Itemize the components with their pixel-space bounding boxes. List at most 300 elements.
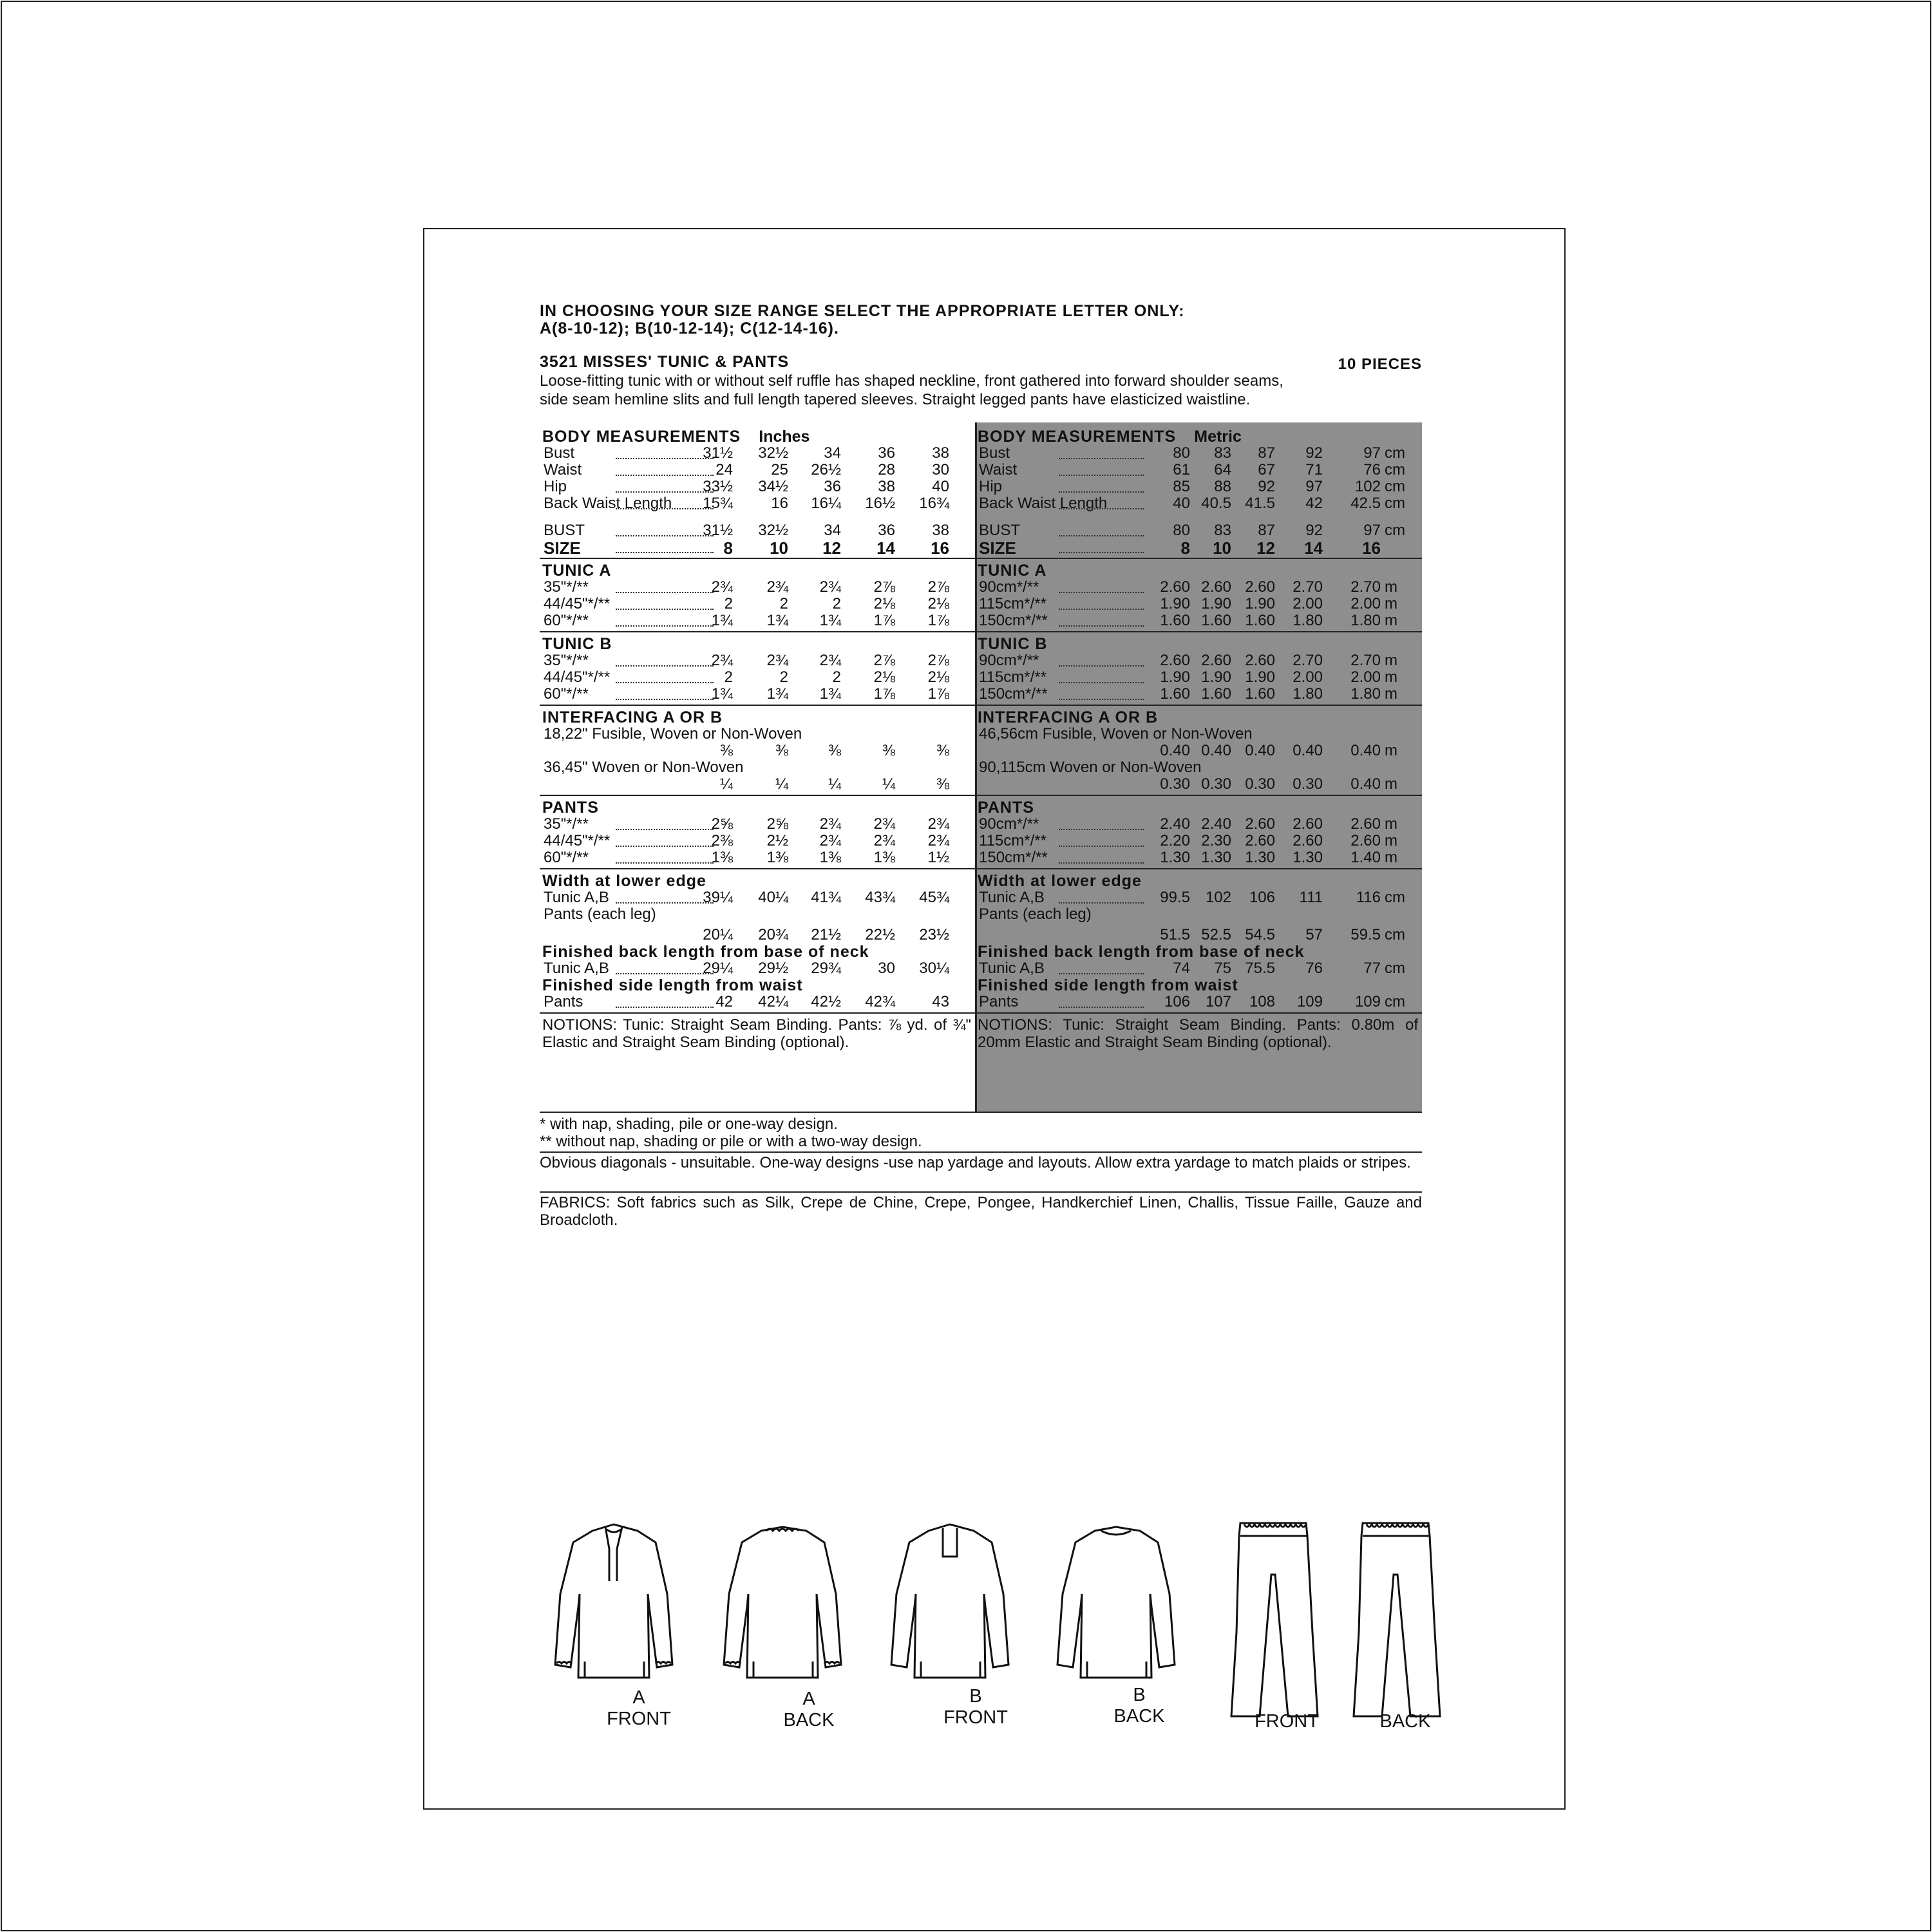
caption-view: BACK (1379, 1711, 1431, 1732)
notions-note: NOTIONS: Tunic: Straight Seam Binding. Pants: ⅞ yd. of ¾" Elastic and Straight Seam Binding (optional). (542, 1016, 971, 1051)
unit-label: m (1385, 595, 1397, 612)
value-cell: 25 (771, 461, 788, 478)
row-label: 60"*/** (544, 685, 589, 703)
value-cell: 71 (1305, 461, 1323, 478)
value-cell: 2.60 (1350, 815, 1381, 833)
value-cell: 16 (1362, 538, 1381, 558)
value-cell: 2.60 (1245, 832, 1275, 849)
leader-dots (1059, 1005, 1144, 1008)
envelope-content (540, 303, 1422, 1302)
caption-letter: B (969, 1686, 982, 1707)
value-cell: 76 (1305, 960, 1323, 977)
value-cell: 1.60 (1245, 612, 1275, 629)
pants-width-values (975, 926, 1422, 943)
sketch-caption-pants-back (1360, 1711, 1450, 1732)
value-cell: 0.30 (1201, 775, 1231, 793)
section-heading (542, 635, 612, 654)
value-cell: 1.30 (1201, 849, 1231, 866)
value-cell: 30¼ (919, 960, 949, 977)
unit-label: m (1385, 775, 1397, 793)
measurement-row (540, 478, 978, 495)
value-cell: 29½ (758, 960, 788, 977)
value-cell: 2.60 (1293, 815, 1323, 833)
value-cell: 29¼ (703, 960, 733, 977)
value-cell: 76 (1363, 461, 1381, 478)
unit-label: m (1385, 612, 1397, 629)
leader-dots (1059, 534, 1144, 536)
unit-heading: Metric (1194, 428, 1242, 446)
value-cell: 2¾ (711, 652, 733, 669)
value-cell: 77 (1363, 960, 1381, 977)
sketch-caption-b-back (1094, 1685, 1184, 1727)
value-cell: 102 (1205, 889, 1231, 906)
value-cell: 1.80 (1293, 612, 1323, 629)
value-cell: 0.40 (1350, 775, 1381, 793)
value-cell: 2.70 (1293, 578, 1323, 596)
row-label: 44/45"*/** (544, 832, 611, 849)
value-cell: 24 (715, 461, 733, 478)
value-cell: 31½ (703, 522, 733, 539)
value-cell: 2¾ (819, 578, 841, 596)
caption-letter: B (1133, 1685, 1146, 1705)
value-cell: 2¾ (873, 815, 895, 833)
value-cell: 109 (1296, 993, 1323, 1010)
value-cell: 87 (1258, 444, 1275, 462)
value-cell: 14 (876, 538, 895, 558)
row-label: 35"*/** (544, 652, 589, 669)
pattern-description-line-1: Loose-fitting tunic with or without self ruffle has shaped neckline, front gathered into forward shoulder seams, (540, 372, 1283, 390)
value-cell: 15¾ (703, 495, 733, 512)
section-heading (542, 562, 611, 580)
value-cell: 12 (1256, 538, 1275, 558)
value-cell: 36 (878, 444, 895, 462)
section-heading (542, 943, 869, 961)
caption-view: BACK (783, 1710, 835, 1730)
fabrics-note: FABRICS: Soft fabrics such as Silk, Crepe de Chine, Crepe, Pongee, Handkerchief Linen, Challis, Tissue Faille, Gauze and Broadcloth. (540, 1194, 1422, 1229)
value-cell: 2½ (766, 832, 788, 849)
value-cell: 31½ (703, 444, 733, 462)
measurement-row (540, 495, 978, 511)
value-cell: 87 (1258, 522, 1275, 539)
value-cell: 0.40 (1350, 742, 1381, 759)
leader-dots (1059, 681, 1144, 683)
section-heading-text: TUNIC A (542, 562, 612, 580)
value-cell: 1¾ (819, 685, 841, 703)
unit-label: m (1385, 815, 1397, 833)
value-cell: 59.5 (1350, 926, 1381, 943)
value-cell: 38 (932, 522, 949, 539)
section-heading-text: Finished side length from waist (978, 976, 1238, 994)
section-heading-text: INTERFACING A OR B (978, 708, 1159, 726)
value-cell: 16¾ (919, 495, 949, 512)
unit-label: cm (1385, 444, 1405, 462)
row-label: 44/45"*/** (544, 595, 611, 612)
sketch-caption-pants-front (1242, 1711, 1332, 1732)
row-label: 36,45" Woven or Non-Woven (544, 759, 744, 776)
measurement-row (540, 652, 978, 668)
value-cell: 1.80 (1293, 685, 1323, 703)
value-cell: 2⅛ (873, 595, 895, 612)
value-cell: 80 (1173, 522, 1190, 539)
interfacing-row-label (975, 725, 1422, 742)
leader-dots (1059, 844, 1144, 847)
section-heading-text: INTERFACING A OR B (542, 708, 723, 726)
row-label: BUST (544, 522, 585, 539)
section-heading (542, 799, 599, 817)
value-cell: 2.20 (1160, 832, 1190, 849)
value-cell: 1⅜ (711, 849, 733, 866)
row-label: Tunic A,B (544, 960, 609, 977)
value-cell: 1¾ (766, 685, 788, 703)
leader-dots (1059, 901, 1144, 904)
value-cell: 0.40 (1293, 742, 1323, 759)
caption-view: FRONT (607, 1709, 671, 1729)
value-cell: 1.60 (1160, 612, 1190, 629)
measurement-row (540, 832, 978, 849)
leader-dots (1059, 473, 1144, 476)
tunic-a-back-sketch (724, 1527, 841, 1678)
value-cell: 54.5 (1245, 926, 1275, 943)
value-cell: 14 (1304, 538, 1323, 558)
value-cell: 1.60 (1160, 685, 1190, 703)
sketch-caption-a-front (594, 1687, 684, 1730)
value-cell: 116 (1356, 889, 1381, 906)
value-cell: 2.60 (1245, 815, 1275, 833)
measurement-row (975, 444, 1422, 461)
value-cell: 2⅝ (711, 815, 733, 833)
unit-label: cm (1385, 495, 1405, 512)
value-cell: 42 (1305, 495, 1323, 512)
value-cell: 2¾ (819, 652, 841, 669)
diagonals-note: Obvious diagonals - unsuitable. One-way designs -use nap yardage and layouts. Allow extra yardage to match plaids or stripes. (540, 1154, 1411, 1171)
value-cell: 2.00 (1293, 668, 1323, 686)
value-cell: 1¾ (766, 612, 788, 629)
value-cell: 2⅛ (927, 595, 949, 612)
value-cell: ¼ (828, 775, 841, 793)
value-cell: 2 (724, 668, 733, 686)
size-range-letters: A(8-10-12); B(10-12-14); C(12-14-16). (540, 319, 839, 337)
unit-label: cm (1385, 926, 1405, 943)
interfacing-values (540, 742, 978, 759)
interfacing-row-label (540, 759, 978, 775)
section-heading-text: BODY MEASUREMENTS (978, 428, 1177, 446)
measurement-row (540, 889, 978, 905)
value-cell: 106 (1164, 993, 1190, 1010)
row-label: Hip (544, 478, 567, 495)
row-label: Bust (979, 444, 1010, 462)
section-heading (978, 976, 1238, 995)
value-cell: 40¼ (758, 889, 788, 906)
value-cell: 1.80 (1350, 685, 1381, 703)
row-label: 90cm*/** (979, 578, 1039, 596)
row-label: Pants (544, 993, 583, 1010)
value-cell: 1.90 (1160, 668, 1190, 686)
value-cell: ¼ (719, 775, 733, 793)
leader-dots (1059, 591, 1144, 593)
row-label: Back Waist Length (979, 495, 1108, 512)
value-cell: 1.90 (1245, 668, 1275, 686)
value-cell: ¼ (775, 775, 788, 793)
measurement-row (540, 595, 978, 612)
section-heading (542, 976, 803, 995)
measurement-row (975, 668, 1422, 685)
value-cell: 0.40 (1245, 742, 1275, 759)
tunic-a-front-sketch (555, 1524, 672, 1678)
measurement-row (975, 815, 1422, 832)
value-cell: 30 (878, 960, 895, 977)
unit-label: m (1385, 742, 1397, 759)
section-heading (978, 635, 1047, 654)
value-cell: 1.60 (1201, 685, 1231, 703)
measurement-row (975, 993, 1422, 1010)
leader-dots (1059, 861, 1144, 864)
value-cell: 0.30 (1160, 775, 1190, 793)
row-label: 44/45"*/** (544, 668, 611, 686)
value-cell: 1⅜ (873, 849, 895, 866)
value-cell: 2¾ (766, 578, 788, 596)
value-cell: 64 (1214, 461, 1231, 478)
section-heading (978, 708, 1158, 727)
value-cell: 83 (1214, 522, 1231, 539)
value-cell: 0.40 (1160, 742, 1190, 759)
measurement-row (975, 652, 1422, 668)
unit-label: cm (1385, 993, 1405, 1010)
value-cell: 2.60 (1201, 652, 1231, 669)
measurement-row (975, 522, 1422, 538)
section-rule (975, 1012, 1422, 1014)
caption-view: FRONT (1255, 1711, 1319, 1732)
value-cell: 2.00 (1350, 668, 1381, 686)
unit-label: cm (1385, 461, 1405, 478)
pattern-title: 3521 MISSES' TUNIC & PANTS (540, 353, 790, 371)
section-rule (975, 631, 1422, 632)
value-cell: 33½ (703, 478, 733, 495)
section-rule (540, 868, 978, 869)
pants-front-sketch (1231, 1523, 1318, 1716)
value-cell: 2⅞ (873, 652, 895, 669)
value-cell: ⅜ (775, 742, 788, 759)
value-cell: 1.90 (1160, 595, 1190, 612)
row-label: Tunic A,B (979, 960, 1045, 977)
measurement-row (975, 478, 1422, 495)
measurement-row (540, 815, 978, 832)
size-row (540, 538, 978, 558)
pants-width-values (540, 926, 978, 943)
row-label: Pants (979, 993, 1019, 1010)
value-cell: 75.5 (1245, 960, 1275, 977)
value-cell: 75 (1214, 960, 1231, 977)
measurement-row (540, 612, 978, 629)
measurement-row (540, 578, 978, 595)
row-label: Back Waist Length (544, 495, 672, 512)
value-cell: 42¾ (865, 993, 895, 1010)
value-cell: ⅜ (719, 742, 733, 759)
value-cell: 42½ (811, 993, 841, 1010)
value-cell: 2¾ (711, 578, 733, 596)
section-heading-text: Finished side length from waist (542, 976, 803, 994)
value-cell: 2.60 (1160, 578, 1190, 596)
value-cell: 51.5 (1160, 926, 1190, 943)
leader-dots (1059, 697, 1144, 700)
section-heading-text: Finished back length from base of neck (542, 943, 869, 961)
value-cell: 1⅞ (873, 685, 895, 703)
pattern-title-row (540, 353, 1422, 371)
section-rule (540, 705, 978, 706)
value-cell: 88 (1214, 478, 1231, 495)
section-rule (975, 705, 1422, 706)
row-label: 60"*/** (544, 849, 589, 866)
divider (540, 1151, 1422, 1153)
value-cell: 10 (1213, 538, 1231, 558)
row-label: Tunic A,B (544, 889, 609, 906)
value-cell: 1.40 (1350, 849, 1381, 866)
value-cell: 8 (723, 538, 733, 558)
caption-view: BACK (1113, 1706, 1165, 1727)
sketch-caption-a-back (764, 1689, 854, 1731)
footnotes (540, 1115, 1422, 1150)
value-cell: 41.5 (1245, 495, 1275, 512)
leader-dots (1059, 624, 1144, 627)
value-cell: 1.90 (1201, 595, 1231, 612)
section-rule (975, 558, 1422, 559)
value-cell: 1.30 (1293, 849, 1323, 866)
value-cell: 0.30 (1245, 775, 1275, 793)
row-label: 115cm*/** (979, 832, 1046, 849)
value-cell: 111 (1299, 889, 1323, 906)
value-cell: 2¾ (927, 815, 949, 833)
value-cell: 108 (1249, 993, 1275, 1010)
interfacing-values (975, 742, 1422, 759)
value-cell: 2⅜ (711, 832, 733, 849)
interfacing-row-label (975, 759, 1422, 775)
measurement-row (975, 578, 1422, 595)
value-cell: 92 (1305, 522, 1323, 539)
value-cell: 1⅜ (766, 849, 788, 866)
pants-back-sketch (1354, 1523, 1440, 1716)
value-cell: ⅜ (882, 742, 895, 759)
value-cell: 39¼ (703, 889, 733, 906)
value-cell: 2.70 (1350, 652, 1381, 669)
value-cell: 85 (1173, 478, 1190, 495)
value-cell: 1¾ (819, 612, 841, 629)
value-cell: 0.30 (1293, 775, 1323, 793)
value-cell: 0.40 (1201, 742, 1231, 759)
row-label: 60"*/** (544, 612, 589, 629)
value-cell: 97 (1363, 522, 1381, 539)
value-cell: 40.5 (1201, 495, 1231, 512)
measurement-row (540, 685, 978, 702)
value-cell: ⅜ (936, 775, 949, 793)
row-label: 90,115cm Woven or Non-Woven (979, 759, 1202, 776)
section-rule (975, 795, 1422, 796)
value-cell: 2.00 (1350, 595, 1381, 612)
row-label: Waist (544, 461, 582, 478)
leader-dots (1059, 457, 1144, 459)
pieces-count: 10 PIECES (1338, 355, 1422, 373)
row-label: 90cm*/** (979, 815, 1039, 833)
measurement-row (540, 668, 978, 685)
measurement-row (975, 849, 1422, 866)
value-cell: 23½ (919, 926, 949, 943)
tunic-b-front-sketch (891, 1524, 1009, 1678)
value-cell: 34 (824, 444, 841, 462)
value-cell: 2¾ (766, 652, 788, 669)
section-heading (978, 428, 1242, 446)
value-cell: 2.60 (1350, 832, 1381, 849)
value-cell: ¼ (882, 775, 895, 793)
value-cell: 20¼ (703, 926, 733, 943)
caption-letter: A (802, 1689, 815, 1709)
tunic-b-back-sketch (1057, 1527, 1175, 1678)
row-label: SIZE (544, 538, 581, 558)
value-cell: 97 (1305, 478, 1323, 495)
value-cell: 12 (822, 538, 841, 558)
row-label: 46,56cm Fusible, Woven or Non-Woven (979, 725, 1253, 743)
value-cell: 1¾ (711, 685, 733, 703)
value-cell: 1⅜ (819, 849, 841, 866)
value-cell: 83 (1214, 444, 1231, 462)
row-label: 18,22" Fusible, Woven or Non-Woven (544, 725, 802, 743)
section-heading (978, 799, 1034, 817)
value-cell: 1⅞ (927, 612, 949, 629)
pants-width-label (540, 905, 978, 922)
unit-label: cm (1385, 522, 1405, 539)
value-cell: 92 (1305, 444, 1323, 462)
value-cell: 1¾ (711, 612, 733, 629)
value-cell: 34 (824, 522, 841, 539)
leader-dots (1059, 664, 1144, 667)
value-cell: 2 (779, 595, 788, 612)
value-cell: 34½ (758, 478, 788, 495)
value-cell: 38 (878, 478, 895, 495)
leader-dots (1059, 607, 1144, 610)
value-cell: 2.00 (1293, 595, 1323, 612)
section-heading-text: Width at lower edge (978, 872, 1142, 890)
value-cell: 106 (1249, 889, 1275, 906)
value-cell: 40 (932, 478, 949, 495)
unit-label: m (1385, 685, 1397, 703)
value-cell: 32½ (758, 444, 788, 462)
row-label: BUST (979, 522, 1021, 539)
value-cell: 97 (1363, 444, 1381, 462)
interfacing-values (540, 775, 978, 792)
value-cell: 20¾ (758, 926, 788, 943)
value-cell: 2.60 (1201, 578, 1231, 596)
row-label: 35"*/** (544, 815, 589, 833)
value-cell: 36 (824, 478, 841, 495)
footnote-no-nap: ** without nap, shading or pile or with a two-way design. (540, 1133, 922, 1150)
value-cell: 2⅝ (766, 815, 788, 833)
value-cell: 2 (724, 595, 733, 612)
value-cell: ⅜ (828, 742, 841, 759)
unit-label: cm (1385, 889, 1405, 906)
chart-bottom-rule (540, 1112, 1422, 1113)
value-cell: 92 (1258, 478, 1275, 495)
row-label: 150cm*/** (979, 612, 1048, 629)
value-cell: 2.40 (1160, 815, 1190, 833)
value-cell: 42.5 (1350, 495, 1381, 512)
row-label: 115cm*/** (979, 595, 1046, 612)
section-heading (542, 428, 810, 446)
measurement-row (540, 522, 978, 538)
row-label: 115cm*/** (979, 668, 1046, 686)
section-heading-text: BODY MEASUREMENTS (542, 428, 741, 446)
unit-heading: Inches (759, 428, 810, 446)
measurement-row (975, 889, 1422, 905)
value-cell: 42¼ (758, 993, 788, 1010)
value-cell: 1.90 (1201, 668, 1231, 686)
value-cell: 36 (878, 522, 895, 539)
